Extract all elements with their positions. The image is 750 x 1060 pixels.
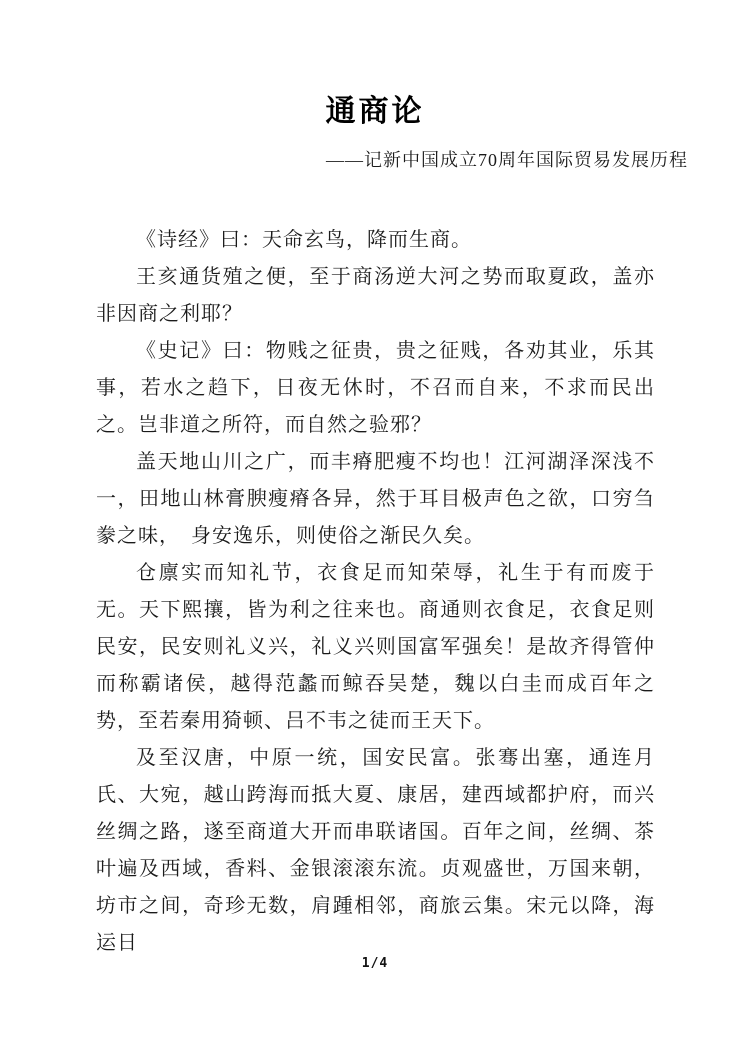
- paragraph: 盖天地山川之广，而丰瘠肥瘦不均也！江河湖泽深浅不一，田地山林膏腴瘦瘠各异，然于耳目极声色之欲，口穷刍豢之味， 身安逸乐，则使俗之渐民久矣。: [96, 451, 655, 547]
- paragraph: 及至汉唐，中原一统，国安民富。张骞出塞，通连月氏、大宛，越山跨海而抵大夏、康居，建西域都护府，而兴丝绸之路，遂至商道大开而串联诸国。百年之间，丝绸、茶叶遍及西域，香料、金银滚滚东流。贞观盛世，万国来朝，坊市之间，奇珍无数，肩踵相邻，商旅云集。宋元以降，海运日: [96, 747, 655, 954]
- page-title: 通商论: [325, 95, 425, 128]
- page-number: 1/4: [361, 956, 389, 971]
- paragraph: 《诗经》曰：天命玄鸟，降而生商。: [136, 229, 472, 251]
- paragraph: 仓廪实而知礼节，衣食足而知荣辱，礼生于有而废于无。天下熙攘，皆为利之往来也。商通则衣食足，衣食足则民安，民安则礼义兴，礼义兴则国富军强矣！是故齐得管仲而称霸诸侯，越得范蠡而鲸吞吴楚，魏以白圭而成百年之势，至若秦用猗顿、吕不韦之徒而王天下。: [96, 562, 655, 732]
- page-subtitle: ——记新中国成立70周年国际贸易发展历程: [326, 150, 688, 170]
- document-body: [96, 222, 655, 962]
- paragraph: 王亥通货殖之便，至于商汤逆大河之势而取夏政，盖亦非因商之利耶？: [96, 266, 655, 325]
- paragraph: 《史记》曰：物贱之征贵，贵之征贱，各劝其业，乐其事，若水之趋下，日夜无休时，不召而自来，不求而民出之。岂非道之所符，而自然之验邪？: [96, 340, 655, 436]
